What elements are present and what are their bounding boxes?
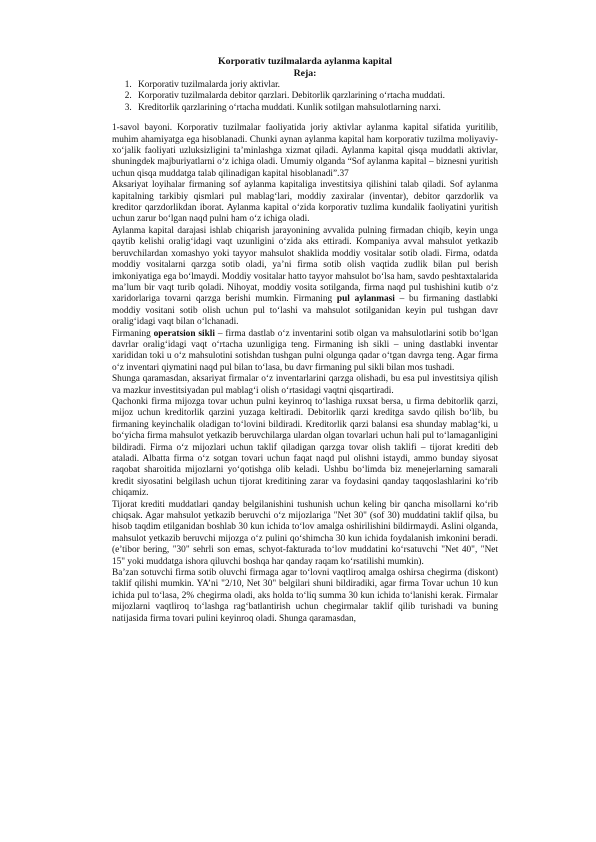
document-title: Korporativ tuzilmalarda aylanma kapital — [218, 56, 392, 67]
plan-heading: Reja: — [293, 68, 317, 79]
paragraph-2: Aksariyat loyihalar firmaning sof aylanma kapitaliga investitsiya qilishini talab qiladi. Sof aylanma kapitalning tarkibiy qismlari pul mablag‘lari, moddiy zaxiralar (inventar), debitor qarzdorlik va kreditor qarzdorlikdan iborat. Aylanma kapital o‘zida korporativ tuzlima kundalik faoliyatini yuritish uchun zarur bo‘lgan naqd pulni ham o‘z ichiga oladi. — [112, 180, 498, 225]
term-pul-aylanmasi: pul aylanmasi — [336, 294, 395, 305]
term-operatsion-sikli: operatsion sikli — [153, 328, 215, 339]
paragraph-7: Tijorat krediti muddatlari qanday belgilanishini tushunish uchun keling bir qancha misollarni ko‘rib chiqsak. Agar mahsulot yetkazib beruvchi o‘z mijozlariga "Net 30" (sof 30) muddatini taklif qilsa, bu hisob taqdim etilganidan boshlab 30 kun ichida to‘lov amalga oshirilishini bildirmaydi. Aslini olganda, mahsulot yetkazib beruvchi mijozga o‘z pulini qo‘shimcha 30 kun ichida foydalanish imkonini beradi. (e’tibor bering, "30" sehrli son emas, schyot-fakturada to‘lov muddatini ko‘rsatuvchi "Net 40", "Net 15" yoki muddatga ishora qiluvchi boshqa har qanday raqam ko‘rsatilishi mumkin). — [112, 499, 498, 567]
paragraph-4-post: – firma dastlab o‘z inventarini sotib olgan va mahsulotlarini sotib bo‘lgan davrlar oralig‘idagi vaqt o‘rtacha uzunligiga teng. Firmaning ish sikli – uning dastlabki inventar xarididan toki u o‘z mahsulotini sotishdan tushgan pulni olgunga qadar o‘tgan davrga teng. Agar firma o‘z inventari qiymatini naqd pul bilan to‘lasa, bu davr firmaning pul sikli bilan mos tushadi. — [112, 328, 498, 373]
paragraph-4 — [112, 329, 498, 375]
plan-item: 3. Kreditorlik qarzlarining o‘rtacha muddati. Kunlik sotilgan mahsulotlarning narxi. — [134, 103, 498, 114]
paragraph-3-post: – bu firmaning dastlabki moddiy vositani sotib olish uchun pul to‘lashi va mahsulot sotilganidan keyin pul tushgan davr oralig‘idagi vaqt bilan o‘lchanadi. — [112, 294, 499, 328]
paragraph-5: Shunga qaramasdan, aksariyat firmalar o‘z inventarlarini qarzga olishadi, bu esa pul investitsiya qilish va mazkur investitsiyadan pul mablag‘i olish o‘rtasidagi vaqtni qisqartiradi. — [112, 374, 498, 396]
plan-item: 1. Korporativ tuzilmalarda joriy aktivlar. — [134, 80, 498, 91]
paragraph-6: Qachonki firma mijozga tovar uchun pulni keyinroq to‘lashiga ruxsat bersa, u firma debitorlik qarzi, mijoz uchun kreditorlik qarzini yuzaga keltiradi. Debitorlik qarzi kreditga savdo qilish bo‘lib, bu firmaning keyinchalik oladigan to‘lovini bildiradi. Kreditorlik qarzi balansi esa shunday mablag‘ki, u bo‘yicha firma mahsulot yetkazib beruvchilarga ulardan olgan tovarlari uchun hali pul to‘lamaganligini bildiradi. Firma o‘z mijozlari uchun taklif qiladigan qarzga tovar olish taklifi – tijorat krediti deb ataladi. Albatta firma o‘z sotgan tovari uchun faqat naqd pul olishni istaydi, ammo bunday siyosat raqobat sharoitida mijozlarni yo‘qotishga olib keladi. Ushbu bo‘limda biz menejerlarning samarali kredit siyosatini belgilash uchun tijorat kreditining zarar va foydasini qanday taqqoslashlarini ko‘rib chiqamiz. — [112, 396, 498, 499]
document-page — [112, 56, 498, 625]
paragraph-4-pre: Firmaning — [112, 328, 154, 339]
paragraph-3 — [112, 226, 498, 329]
paragraph-8: Ba’zan sotuvchi firma sotib oluvchi firmaga agar to‘lovni vaqtliroq amalga oshirsa chegirma (diskont) taklif qilishi mumkin. YA’ni "2/10, Net 30" belgilari shuni bildiradiki, agar firma Tovar uchun 10 kun ichida pul to‘lasa, 2% chegirma oladi, aks holda to‘liq summa 30 kun ichida to‘lanishi kerak. Firmalar mijozlarni vaqtliroq to‘lashga rag‘batlantirish uchun chegirmalar taklif qilib turishadi va buning natijasida firma tovari pulini keyinroq oladi. Shunga qaramasdan, — [112, 568, 498, 624]
plan-list — [112, 80, 498, 114]
paragraph-3-pre: Aylanma kapital darajasi ishlab chiqarish jarayonining avvalida pulning firmadan chiqib, keyin unga qaytib kelishi oralig‘idagi vaqt uzunligini o‘zida aks ettiradi. Kompaniya avval mahsulot yetkazib beruvchilardan xomashyo yoki tayyor mahsulot shaklida moddiy vositalar sotib oladi. Firma, odatda moddiy vositalarni qarzga sotib oladi, ya’ni firma sotib olish vaqtida zudlik bilan pul berish imkoniyatiga ega bo‘lmaydi. Moddiy vositalar hatto tayyor mahsulot bo‘lsa ham, savdo peshtaxtalarida ma’lum bir vaqt turib qoladi. Nihoyat, moddiy vosita sotilganda, firma naqd pul tushishini kutib o‘z xaridorlariga tovarni qarzga berishi mumkin. Firmaning — [112, 225, 498, 305]
plan-item: 2. Korporativ tuzilmalarda debitor qarzlari. Debitorlik qarzlarining o‘rtacha muddati. — [134, 91, 498, 102]
paragraph-1: 1-savol bayoni. Korporativ tuzilmalar faoliyatida joriy aktivlar aylanma kapital sifatida yuritilib, muhim ahamiyatga ega hisoblanadi. Chunki aynan aylanma kapital ham korporativ tuzilma moliyaviy-xo‘jalik faoliyati uzluksizligini ta’minlashga xizmat qiladi. Aylanma kapital qisqa muddatli aktivlar, shuningdek majburiyatlarni o‘z ichiga oladi. Umumiy olganda “Sof aylanma kapital – biznesni yuritish uchun qisqa muddatga talab qilinadigan kapital hisoblanadi”.37 — [112, 123, 498, 179]
